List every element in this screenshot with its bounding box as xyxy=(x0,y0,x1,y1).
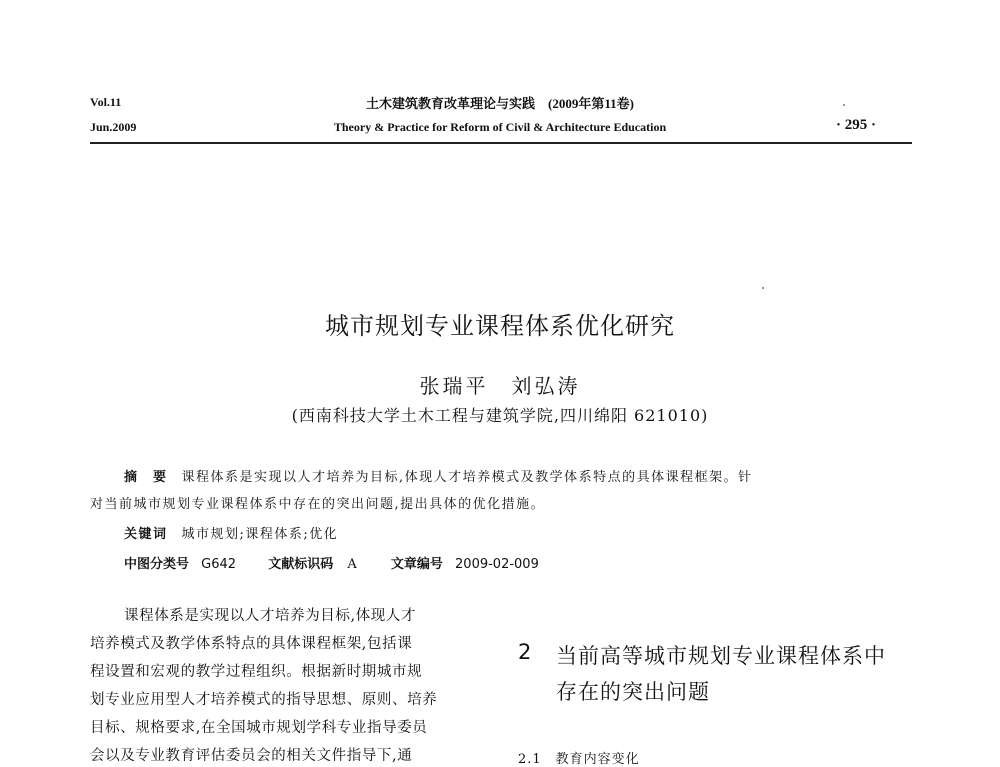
clc-label: 中图分类号 xyxy=(124,557,190,572)
abstract-line-1 xyxy=(124,466,753,485)
article-title: 城市规划专业课程体系优化研究 xyxy=(325,312,675,340)
article-id-label: 文章编号 xyxy=(390,557,443,572)
doc-code-value: A xyxy=(347,557,357,572)
keywords-label: 关键词 xyxy=(124,527,168,542)
keywords-value: 城市规划;课程体系;优化 xyxy=(181,527,339,542)
issue-date: Jun.2009 xyxy=(90,120,137,134)
abstract-line-2: 对当前城市规划专业课程体系中存在的突出问题,提出具体的优化措施。 xyxy=(90,497,546,512)
journal-title-cn: 土木建筑教育改革理论与实践 (2009年第11卷) xyxy=(366,96,634,111)
body-line: 会以及专业教育评估委员会的相关文件指导下,通 xyxy=(90,748,413,764)
classification-line xyxy=(124,553,539,572)
subsection-heading: 2.1 教育内容变化 xyxy=(518,752,640,767)
article-id-value: 2009-02-009 xyxy=(455,557,539,572)
abstract-label: 摘 要 xyxy=(124,470,168,485)
section-title-line-2: 存在的突出问题 xyxy=(556,680,710,704)
keywords xyxy=(124,523,338,542)
section-title-line-1: 当前高等城市规划专业课程体系中 xyxy=(556,644,886,668)
author-affiliation: (西南科技大学土木工程与建筑学院,四川绵阳 621010) xyxy=(291,406,709,425)
abstract-text-1: 课程体系是实现以人才培养为目标,体现人才培养模式及教学体系特点的具体课程框架。针 xyxy=(181,470,753,485)
doc-code-label: 文献标识码 xyxy=(268,557,334,572)
clc-value: G642 xyxy=(201,557,237,572)
body-line: 课程体系是实现以人才培养为目标,体现人才 xyxy=(124,608,417,624)
header-rule xyxy=(90,142,912,144)
body-line: 目标、规格要求,在全国城市规划学科专业指导委员 xyxy=(90,720,428,736)
journal-title-en: Theory & Practice for Reform of Civil & Architecture Education xyxy=(333,120,667,134)
volume-label: Vol.11 xyxy=(90,95,122,109)
print-speck xyxy=(843,104,845,106)
body-line: 程设置和宏观的教学过程组织。根据新时期城市规 xyxy=(90,664,423,680)
section-number: 2 xyxy=(518,640,533,664)
article-authors: 张瑞平 刘弘涛 xyxy=(419,374,581,398)
body-line: 划专业应用型人才培养模式的指导思想、原则、培养 xyxy=(90,692,438,708)
body-line: 培养模式及教学体系特点的具体课程框架,包括课 xyxy=(90,636,413,652)
page-number: · 295 · xyxy=(836,117,877,133)
print-speck xyxy=(762,287,764,289)
